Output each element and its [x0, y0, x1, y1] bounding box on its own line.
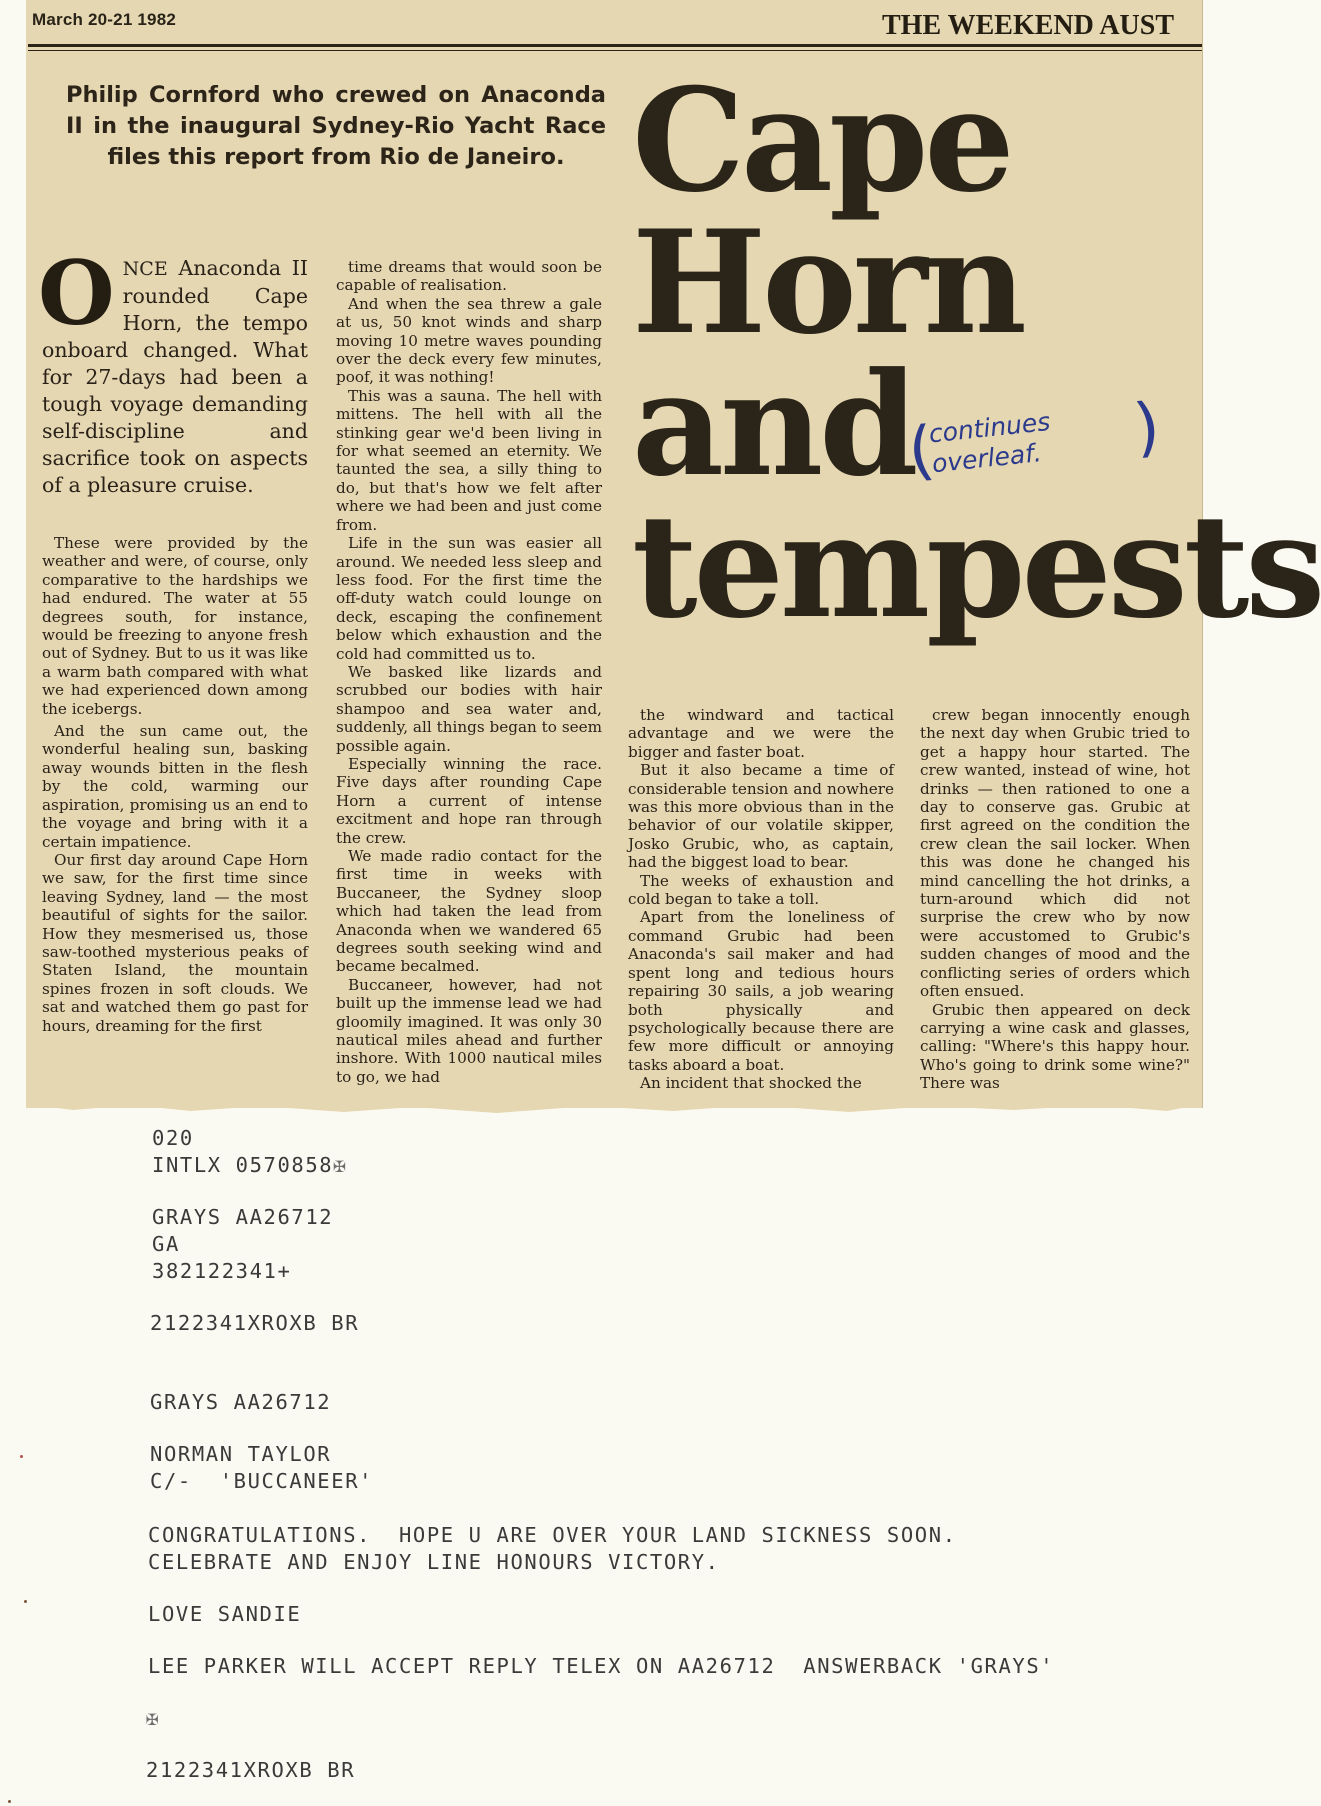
paragraph: Our first day around Cape Horn we saw, for the first time since leaving Sydney, land — the most beautiful of sights for the sailor. How they mesmerised us, those saw-toothed mysterious peaks of Staten Island, the mountain spines frozen in soft clouds. We sat and watched them go past for hours, dreaming for the first: [42, 850, 308, 1035]
paragraph: Grubic then appeared on deck carrying a wine cask and glasses, calling: "Where's this happy hour. Who's going to drink some wine?" There was: [920, 1000, 1190, 1093]
telex-line: GRAYS AA26712: [152, 1205, 334, 1229]
paper-mark: [8, 1800, 11, 1803]
telex-cross-mark-icon: ✠: [333, 1153, 348, 1177]
article-column-2: [336, 258, 602, 1104]
article-column-3: [628, 706, 894, 1104]
article-column-4: [920, 706, 1190, 1104]
telex-line: C/- 'BUCCANEER': [150, 1469, 374, 1493]
telex-line: LOVE SANDIE: [148, 1602, 302, 1626]
article-column-1: [42, 534, 308, 1104]
lead-text: Anaconda II rounded Cape Horn, the tempo onboard changed. What for 27-days had been a tough voyage demanding self-discipline and sacrifice took on aspects of a pleasure cruise.: [42, 256, 308, 497]
headline: [632, 58, 1321, 650]
paragraph: We made radio contact for the first time in weeks with Buccaneer, the Sydney sloop which had taken the lead from Anaconda when we wandered 65 degrees south seeking wind and became becalmed.: [336, 847, 602, 976]
masthead-date: March 20-21 1982: [32, 10, 177, 29]
lead-paragraph: [38, 241, 308, 530]
paragraph: But it also became a time of considerable tension and nowhere was this more obvious than in the behavior of our volatile skipper, Josko Grubic, who, as captain, had the biggest load to bear.: [628, 761, 894, 872]
telex-line: CELEBRATE AND ENJOY LINE HONOURS VICTORY.: [148, 1550, 720, 1574]
masthead-rule: [28, 44, 1202, 47]
telex-line: 2122341XROXB BR: [146, 1758, 356, 1782]
telex-cross-mark-icon: ✠: [146, 1706, 160, 1730]
paragraph: This was a sauna. The hell with mittens. The hell with all the stinking gear we'd been living in for what seemed an eternity. We taunted the sea, a silly thing to do, but that's how we felt after where we had been and just come from.: [336, 386, 602, 534]
telex-text: INTLX 0570858: [152, 1153, 334, 1177]
paragraph: Life in the sun was easier all around. We needed less sleep and less food. For the first time the off-duty watch could lounge on deck, escaping the confinement below which exhaustion and the cold had committed us to.: [336, 534, 602, 663]
standfirst: Philip Cornford who crewed on Anaconda II in the inaugural Sydney-Rio Yacht Race files this report from Rio de Janeiro.: [66, 82, 606, 170]
paragraph: Apart from the loneliness of command Grubic had been Anaconda's sail maker and had spent long and tedious hours repairing 30 sails, a job wearing both physically and psychologically because there are few more difficult or annoying tasks aboard a boat.: [628, 908, 894, 1074]
telex-line: CONGRATULATIONS. HOPE U ARE OVER YOUR LAND SICKNESS SOON.: [148, 1523, 957, 1547]
handwritten-note: ( continues overleaf. ): [927, 397, 1152, 480]
telex-line: 382122341+: [152, 1259, 292, 1283]
telex-line: 2122341XROXB BR: [150, 1311, 360, 1335]
paragraph: the windward and tactical advantage and we were the bigger and faster boat.: [628, 706, 894, 761]
headline-line: and: [632, 342, 915, 508]
paper-mark: [20, 1455, 23, 1458]
paragraph: Buccaneer, however, had not built up the immense lead we had gloomily imagined. It was only 30 nautical miles ahead and further inshore. With 1000 nautical miles to go, we had: [336, 975, 602, 1086]
paragraph: And when the sea threw a gale at us, 50 knot winds and sharp moving 10 metre waves pounding over the deck every few minutes, poof, it was nothing!: [336, 294, 602, 387]
headline-line: tempests: [632, 484, 1321, 650]
telex-line: GA: [152, 1232, 180, 1256]
paper-mark: [24, 1600, 27, 1603]
telex-line: LEE PARKER WILL ACCEPT REPLY TELEX ON AA26712 ANSWERBACK 'GRAYS': [148, 1654, 1055, 1678]
headline-line: Horn: [632, 200, 1023, 366]
paragraph: crew began innocently enough the next day when Grubic tried to get a happy hour started. The crew wanted, instead of wine, hot drinks — then rationed to one a day to conserve gas. Grubic at first agreed on the condition the crew clean the sail locker. When this was done he changed his mind cancelling the hot drinks, a turn-around which did not surprise the crew who by now were accustomed to Grubic's sudden changes of mood and the conflicting series of orders which often ensued.: [920, 706, 1190, 1001]
paragraph: Especially winning the race. Five days after rounding Cape Horn a current of intense excitment and hope ran through the crew.: [336, 754, 602, 847]
paragraph: An incident that shocked the: [640, 1074, 862, 1093]
paragraph: And the sun came out, the wonderful healing sun, basking away wounds bitten in the flesh by the cold, warming our aspiration, promising us an end to the voyage and bring with it a certain impatience.: [42, 722, 308, 851]
paragraph: The weeks of exhaustion and cold began to take a toll.: [628, 871, 894, 909]
telex-line: 020: [152, 1126, 194, 1150]
lead-first-word: NCE: [122, 258, 168, 280]
telex-line: GRAYS AA26712: [150, 1390, 332, 1414]
headline-line: Cape: [632, 58, 1011, 224]
masthead-paper-name: THE WEEKEND AUST: [882, 10, 1175, 41]
paragraph: We basked like lizards and scrubbed our bodies with hair shampoo and sea water and, suddenly, all things began to seem possible again.: [336, 662, 602, 755]
drop-cap: O: [38, 241, 115, 345]
paragraph: time dreams that would soon be capable of realisation.: [336, 258, 602, 295]
telex-line: [152, 1153, 347, 1177]
telex-line: NORMAN TAYLOR: [150, 1442, 332, 1466]
paragraph: These were provided by the weather and were, of course, only comparative to the hardships we had endured. The water at 55 degrees south, for instance, would be freezing to anyone fresh out of Sydney. But to us it was like a warm bath compared with what we had experienced down among the icebergs.: [42, 534, 308, 718]
masthead-rule-thin: [28, 50, 1202, 51]
